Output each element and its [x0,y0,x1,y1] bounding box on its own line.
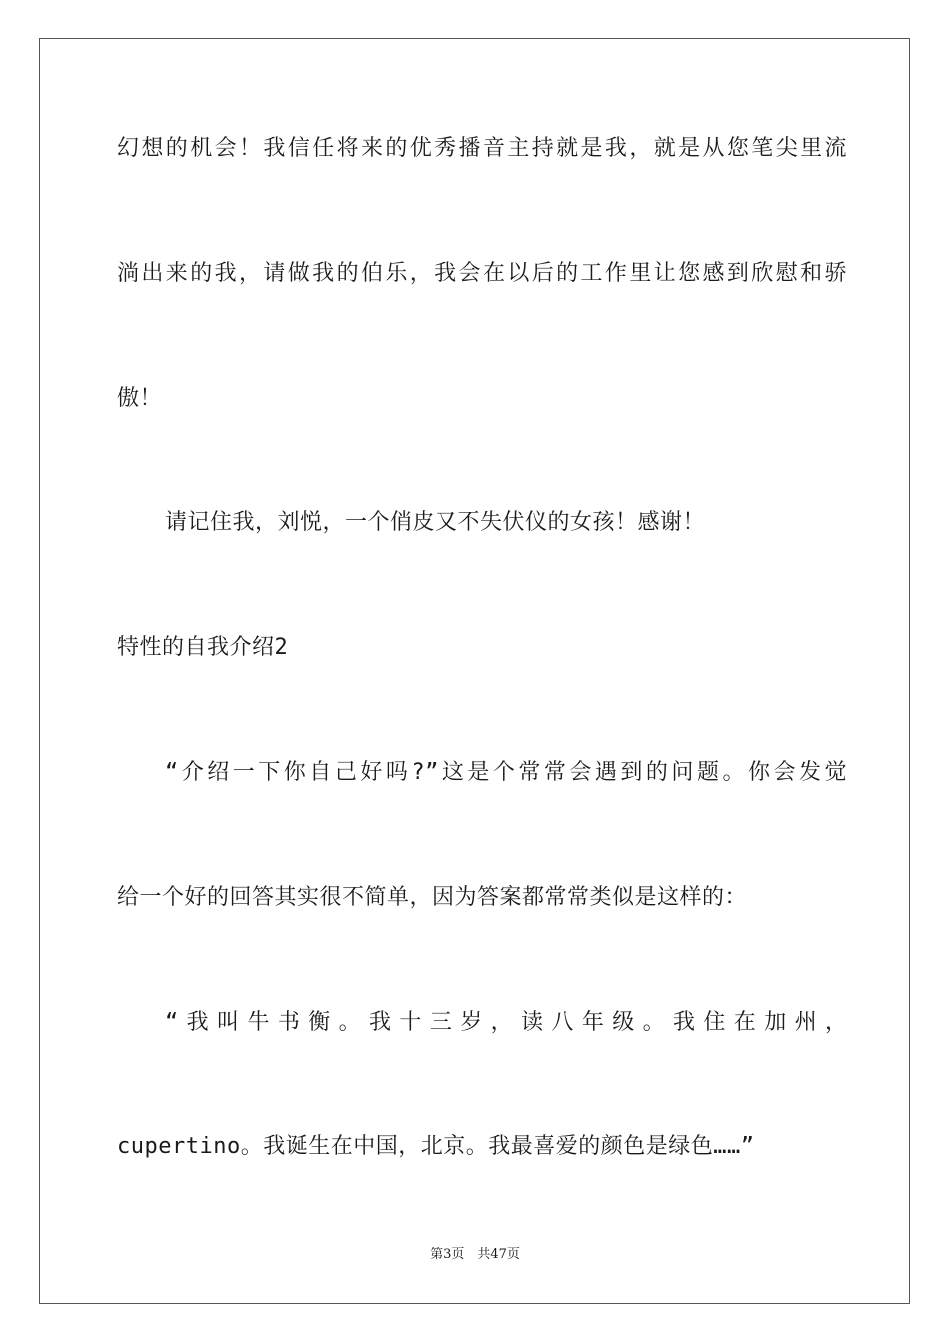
paragraph-line-7: 给一个好的回答其实很不简单，因为答案都常常类似是这样的： [117,885,748,910]
paragraph-line-3: 傲！ [117,386,163,411]
page-number: 第3页 共47页 [430,1247,520,1262]
section-heading: 特性的自我介绍2 [117,635,289,660]
paragraph-line-1: 幻想的机会！我信任将来的优秀播音主持就是我，就是从您笔尖里流 [117,136,847,161]
paragraph-line-9: cupertino。我诞生在中国，北京。我最喜爱的颜色是绿色……” [117,1134,755,1159]
paragraph-line-4: 请记住我，刘悦，一个俏皮又不失伏仪的女孩！感谢！ [165,510,706,535]
paragraph-line-2: 淌出来的我，请做我的伯乐，我会在以后的工作里让您感到欣慰和骄 [117,261,847,286]
page-frame [39,38,910,1304]
paragraph-line-6: “介绍一下你自己好吗?”这是个常常会遇到的问题。你会发觉 [165,760,847,785]
paragraph-line-8: “我叫牛书衡。我十三岁，读八年级。我住在加州， [165,1010,847,1035]
